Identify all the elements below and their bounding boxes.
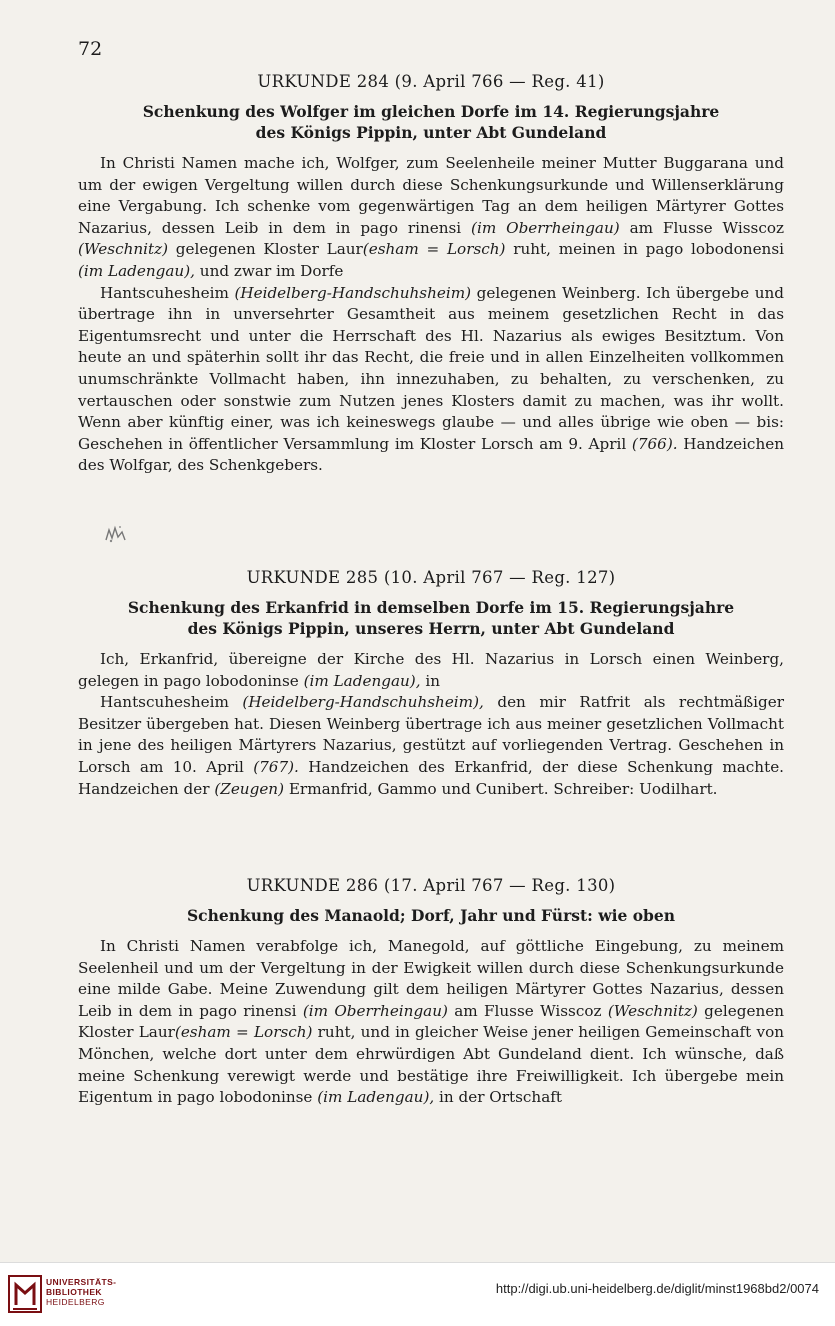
urkunde-subtitle	[78, 101, 784, 143]
urkunde-heading: URKUNDE 285 (10. April 767 — Reg. 127)	[246, 568, 616, 587]
subtitle-line: des Königs Pippin, unseres Herrn, unter Abt Gundeland	[187, 619, 675, 638]
page-number: 72	[78, 38, 103, 60]
library-name: UNIVERSITÄTS- BIBLIOTHEK HEIDELBERG	[46, 1277, 117, 1307]
urkunde-heading: URKUNDE 284 (9. April 766 — Reg. 41)	[257, 72, 605, 91]
urkunde-286	[78, 876, 784, 1109]
subtitle-line: Schenkung des Erkanfrid in demselben Dorfe im 15. Regierungsjahre	[127, 598, 735, 617]
page-url-link[interactable]: http://digi.ub.uni-heidelberg.de/diglit/minst1968bd2/0074	[495, 1281, 819, 1296]
subtitle-line: des Königs Pippin, unter Abt Gundeland	[255, 123, 607, 142]
paragraph: Ich, Erkanfrid, übereigne der Kirche des Hl. Nazarius in Lorsch einen Weinberg, gelegen in pago lobodoninse (im Ladengau), in	[78, 650, 784, 690]
paragraph: In Christi Namen mache ich, Wolfger, zum Seelenheile meiner Mutter Buggarana und um der ewigen Vergeltung willen durch diese Schenkungsurkunde und Willenserklärung eine Vergabung. Ich schenke vom gegenwärtigen Tag an dem heiligen Märtyrer Gottes Nazarius, dessen Leib in dem in pago rinensi (im Oberrheingau) am Flusse Wisscoz (Weschnitz) gelegenen Kloster Laur(esham = Lorsch) ruht, meinen in pago lobodonensi (im Ladengau), und zwar im Dorfe	[78, 154, 784, 280]
urkunde-subtitle	[78, 597, 784, 639]
urkunde-285	[78, 568, 784, 800]
footer-bar	[0, 1262, 835, 1326]
subtitle-line: Schenkung des Wolfger im gleichen Dorfe im 14. Regierungsjahre	[142, 102, 720, 121]
paragraph: In Christi Namen verabfolge ich, Manegold, auf göttliche Eingebung, zu meinem Seelenheil und um der Vergeltung in der Ewigkeit willen durch diese Schenkungsurkunde eine milde Gabe. Meine Zuwendung gilt dem heiligen Märtyrer Gottes Nazarius, dessen Leib in dem in pago rinensi (im Oberrheingau) am Flusse Wisscoz (Weschnitz) gelegenen Kloster Laur(esham = Lorsch) ruht, und in gleicher Weise jener heiligen Gemeinschaft von Mönchen, welche dort unter dem ehrwürdigen Abt Gundeland dient. Ich wünsche, daß meine Schenkung verewigt werde und bestätige ihre Freiwilligkeit. Ich übergebe mein Eigentum in pago lobodoninse (im Ladengau), in der Ortschaft	[78, 937, 784, 1107]
paragraph: Hantscuhesheim (Heidelberg-Handschuhsheim) gelegenen Weinberg. Ich übergebe und übertrage ihn in unversehrter Gesamtheit aus meinem gesetzlichen Recht in das Eigentumsrecht und unter die Herrschaft des Hl. Nazarius als ewiges Besitztum. Von heute an und späterhin sollt ihr das Recht, die freie und in allen Einzelheiten vollkommen unumschränkte Vollmacht haben, ihn innezuhaben, zu behalten, zu verschenken, zu vertauschen oder sonstwie zum Nutzen jenes Klosters damit zu machen, was ihr wollt. Wenn aber künftig einer, was ich keineswegs glaube — und alles übrige wie oben — bis: Geschehen in öffentlicher Versammlung im Kloster Lorsch am 9. April (766). Handzeichen des Wolfgar, des Schenkgebers.	[78, 283, 784, 475]
urkunde-heading: URKUNDE 286 (17. April 767 — Reg. 130)	[246, 876, 616, 895]
library-logo-icon	[8, 1275, 42, 1313]
urkunde-subtitle	[78, 905, 784, 926]
urkunde-284	[78, 72, 784, 477]
paragraph: Hantscuhesheim (Heidelberg-Handschuhsheim), den mir Ratfrit als rechtmäßiger Besitzer übergeben hat. Diesen Weinberg übertrage ich aus meiner gesetzlichen Vollmacht in jene des heiligen Märtyrers Nazarius, gestützt auf vorliegenden Vertrag. Geschehen in Lorsch am 10. April (767). Handzeichen des Erkanfrid, der diese Schenkung machte. Handzeichen der (Zeugen) Ermanfrid, Gammo und Cunibert. Schreiber: Uodilhart.	[78, 693, 785, 798]
subtitle-line: Schenkung des Manaold; Dorf, Jahr und Fürst: wie oben	[186, 906, 676, 925]
ink-mark-icon	[104, 524, 128, 544]
